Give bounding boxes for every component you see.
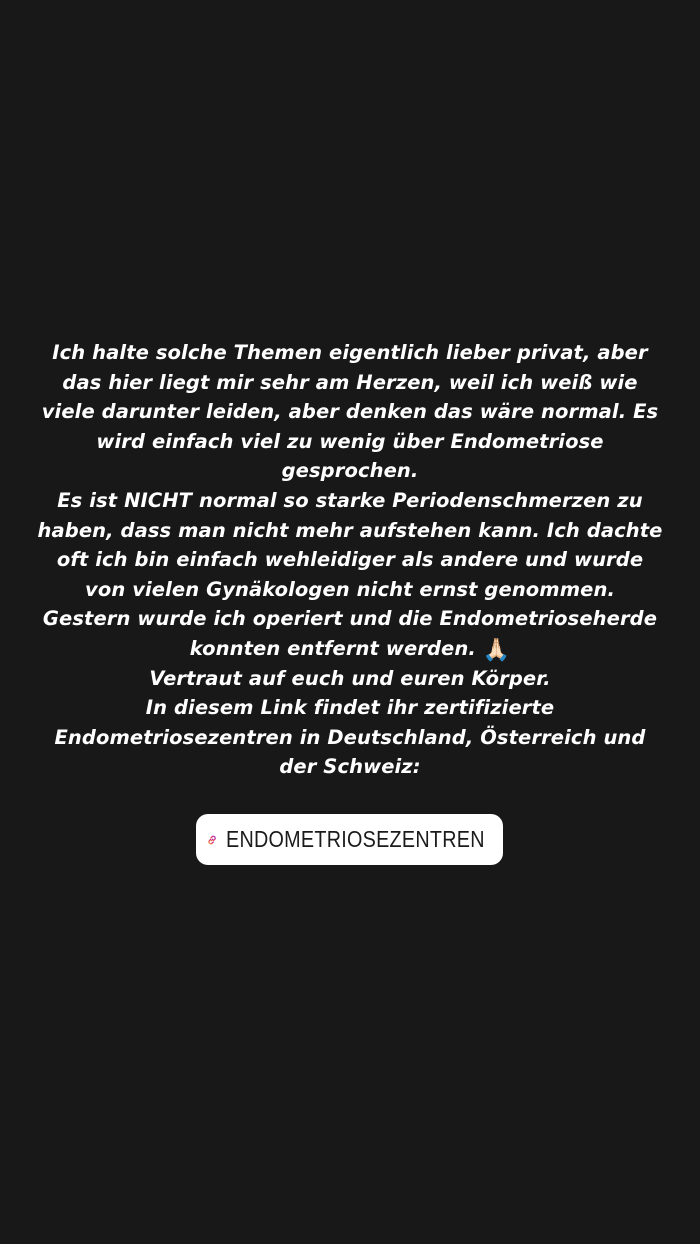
story-text-line: In diesem Link findet ihr zertifizierte <box>145 696 555 720</box>
link-sticker-label: ENDOMETRIOSEZENTREN <box>226 826 485 852</box>
story-text-line: konnten entfernt werden. <box>189 636 476 660</box>
story-text-line: oft ich bin einfach wehleidiger als andere und wurde <box>56 548 644 572</box>
story-text-line: haben, dass man nicht mehr aufstehen kann. Ich dachte <box>37 518 663 542</box>
story-text-line: Vertraut auf euch und euren Körper. <box>149 666 551 690</box>
story-text-line: wird einfach viel zu wenig über Endometriose <box>96 429 604 453</box>
link-sticker-button[interactable] <box>196 814 503 865</box>
story-text-line: das hier liegt mir sehr am Herzen, weil ich weiß wie <box>62 370 638 394</box>
story-text-line: viele darunter leiden, aber denken das wäre normal. Es <box>41 400 659 424</box>
story-text-line: von vielen Gynäkologen nicht ernst genommen. <box>85 577 615 601</box>
story-text-line: gesprochen. <box>281 459 419 483</box>
story-text-line: Gestern wurde ich operiert und die Endometrioseherde <box>42 607 658 631</box>
story-text-line: Ich halte solche Themen eigentlich lieber privat, aber <box>52 341 648 364</box>
praying-hands-emoji: 🙏🏻 <box>482 637 511 663</box>
story-text <box>30 338 670 782</box>
story-text-line: Es ist NICHT normal so starke Periodenschmerzen zu <box>57 488 643 512</box>
story-text-line: Endometriosezentren in Deutschland, Österreich und <box>54 725 646 749</box>
story-text-line: der Schweiz: <box>279 755 421 779</box>
story-text-line-with-emoji <box>30 634 670 664</box>
link-icon <box>206 825 218 855</box>
